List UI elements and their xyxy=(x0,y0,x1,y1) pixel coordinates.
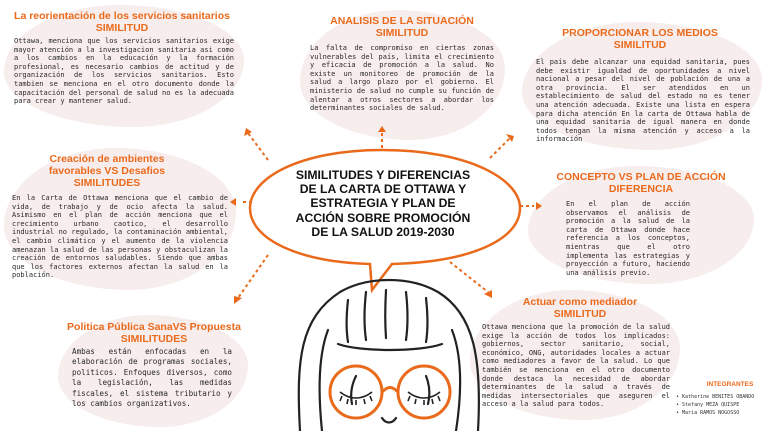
ambientes-text: En la Carta de Ottawa menciona que el cambio de vida, de trabajo y de ocio afecta la salud. Asimismo en el plan de acción menciona que el crecimiento urbano caotico, el desarrollo industrial no regulado, la contaminación ambiental, el cambio climático y el aumento de la violencia amenazan la salud de las personas y obstaculizan la creación de entornos saludables. Siendo que ambas que los factores externos afectan la salud en la población. xyxy=(12,194,228,280)
reorientacion-text: Ottawa, menciona que los servicios sanitarios exige mayor atención a la investigacion sanitaria asi como a los cambios en la educación y la formación profesional, es necesario cambios de actitud y de organización de los servicios sanitarios. Esto tambien se menciona en el otro documento donde la capacitación del personal de salud no es la adecuada para crear y mantener salud. xyxy=(14,37,234,106)
central-title: SIMILITUDES Y DIFERENCIAS DE LA CARTA DE OTTAWA Y ESTRATEGIA Y PLAN DE ACCIÓN SOBRE PROMOCIÓN DE LA SALUD 2019-2030 xyxy=(295,168,471,239)
team-member: • Katherine BENITES OBANDO xyxy=(676,393,754,401)
arrow-medios xyxy=(490,138,510,158)
politica-text: Ambas están enfocadas en la elaboración de programas sociales, politicos. Enfoques diversos, como la legislación, las medidas fiscales, el sistema tributario y los cambios organizativos. xyxy=(72,347,232,409)
team-member: • Stefany MEZA QUISPE xyxy=(676,401,754,409)
analisis-text: La falta de compromiso en ciertas zonas vulnerables del país, limita el crecimiento y eficacia de promoción a la salud. No existe un monitoreo de promoción de la salud a largo plazo por el gobierno. El ministerio de salud no cumple su función de alentar a otros sectores a abordar los determinantes sociales de salud. xyxy=(310,44,494,113)
team-list xyxy=(676,393,754,417)
girl-illustration xyxy=(299,280,479,431)
reorientacion-title: La reorientación de los servicios sanitarios SIMILITUD xyxy=(14,10,230,34)
medios-title: PROPORCIONAR LOS MEDIOS SIMILITUD xyxy=(562,27,718,51)
arrow-reorientacion xyxy=(248,133,268,160)
medios-text: El país debe alcanzar una equidad sanitaria, pues debe existir igualdad de oportunidades a nivel nacional a pesar del nivel de población de una a otra provincia. El ser atendidos en un establecimiento de salud del estado no es tener una atención adecuada. Existe una lista en espera para dicha atención En la carta de Ottawa habla de una equidad sanitaria de igual manera en donde todos tengan la misma atención y acceso a la información xyxy=(536,58,750,144)
team-member: • Maria RAMOS NOGOSSO xyxy=(676,409,754,417)
politica-title: Politica Pública SanaVS Propuesta SIMILITUDES xyxy=(67,321,241,345)
glasses-icon xyxy=(330,366,450,418)
mediador-text: Ottawa menciona que la promoción de la salud exige la acción de todos los implicados: gobiernos, sector sanitario, social, económico, ONG, autoridades locales a actuar como mediadores a favor de la salud. Lo que también se menciona en el otro documento donde destaca la necesidad de abordar determinantes de la salud a través de medidas intersectoriales que aseguren el acceso a la salud para todos. xyxy=(482,323,670,409)
ambientes-title: Creación de ambientes favorables VS Desafios SIMILITUDES xyxy=(48,153,166,189)
analisis-title: ANALISIS DE LA SITUACIÓN SIMILITUD xyxy=(330,15,474,39)
team-title: INTEGRANTES xyxy=(706,381,754,388)
concepto-title: CONCEPTO VS PLAN DE ACCIÓN DIFERENCIA xyxy=(556,171,726,195)
mediador-title: Actuar como mediador SIMILITUD xyxy=(522,296,638,320)
concepto-text: En el plan de acción observamos el análisis de promoción a la salud de la carta de Ottawa donde hace referencia a los conceptos, mientras que el otro implementa las estrategias y proyección a futuro, haciendo una análisis previo. xyxy=(566,200,690,277)
arrow-mediador xyxy=(450,262,488,292)
arrow-politica xyxy=(238,255,268,298)
